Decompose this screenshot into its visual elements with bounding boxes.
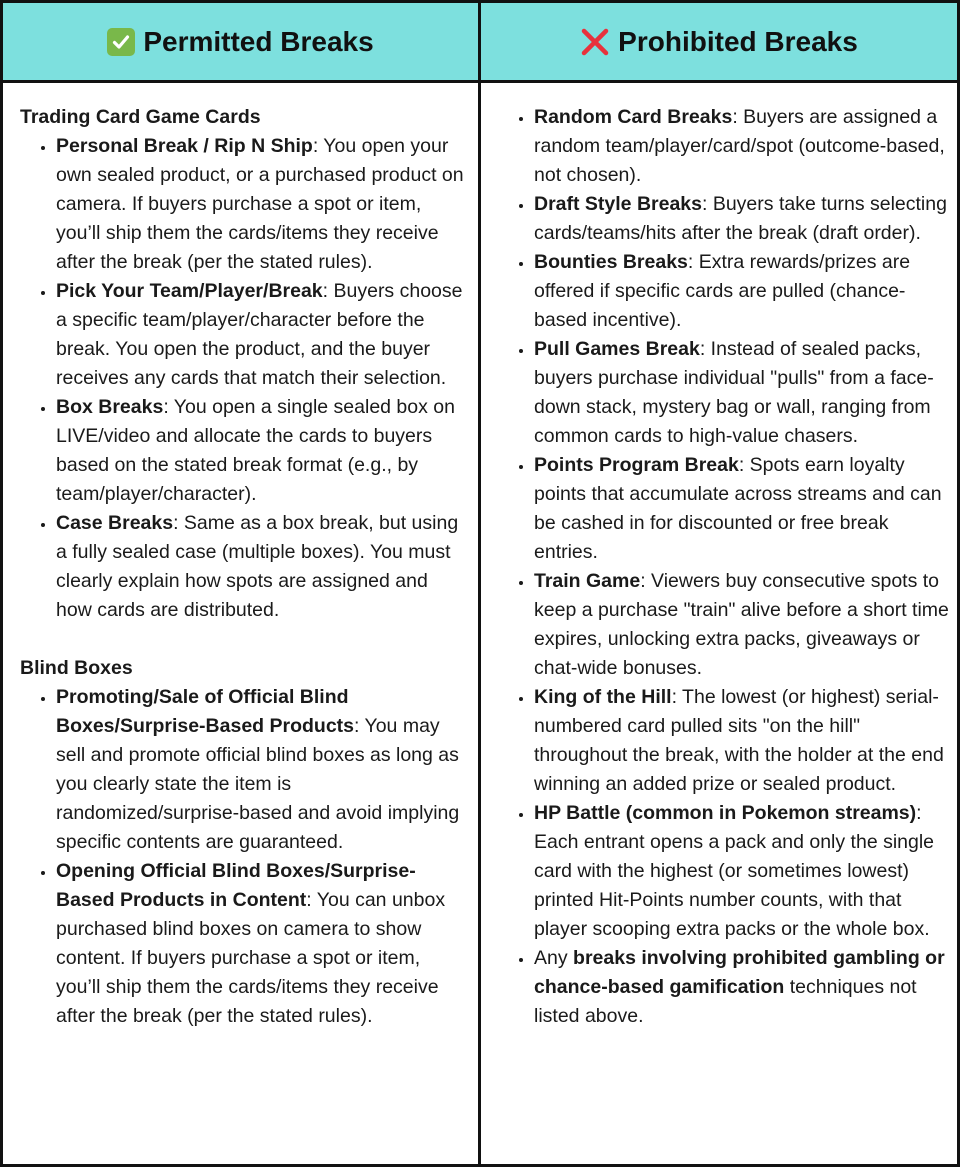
permitted-column — [3, 83, 481, 1164]
cross-mark-icon — [580, 27, 610, 57]
permitted-title: Permitted Breaks — [143, 25, 374, 57]
list-item: • Case Breaks: Same as a box break, but using a fully sealed case (multiple boxes). You must clearly explain how spots are assigned and how cards are distributed. — [56, 509, 464, 625]
list-item: • Train Game: Viewers buy consecutive spots to keep a purchase "train" alive before a short time expires, unlocking extra packs, giveaways or chat-wide bonuses. — [534, 567, 949, 683]
list-item: • Opening Official Blind Boxes/Surprise-Based Products in Content: You can unbox purchased blind boxes on camera to show content. If buyers purchase a spot or item, you’ll ship them the cards/items they receive after the break (per the stated rules). — [56, 857, 464, 1031]
list-item: • Bounties Breaks: Extra rewards/prizes are offered if specific cards are pulled (chance-based incentive). — [534, 248, 949, 335]
check-mark-icon — [107, 28, 135, 56]
prohibited-column — [481, 83, 957, 1164]
prohibited-title: Prohibited Breaks — [618, 25, 858, 57]
list-item: • Any breaks involving prohibited gambling or chance-based gamification techniques not listed above. — [534, 944, 949, 1031]
list-item: • Draft Style Breaks: Buyers take turns selecting cards/teams/hits after the break (draft order). — [534, 190, 949, 248]
list-item: • HP Battle (common in Pokemon streams): Each entrant opens a pack and only the single card with the highest (or sometimes lowest) printed Hit-Points number counts, with that player scooping extra packs or the whole box. — [534, 799, 949, 944]
list-item: • Pull Games Break: Instead of sealed packs, buyers purchase individual "pulls" from a face-down stack, mystery bag or wall, ranging from common cards to high-value chasers. — [534, 335, 949, 451]
blind-boxes-list — [20, 683, 464, 1031]
list-item: • Personal Break / Rip N Ship: You open your own sealed product, or a purchased product on camera. If buyers purchase a spot or item, you’ll ship them the cards/items they receive after the break (per the stated rules). — [56, 132, 464, 277]
list-item: • Pick Your Team/Player/Break: Buyers choose a specific team/player/character before the break. You open the product, and the buyer receives any cards that match their selection. — [56, 277, 464, 393]
section-title-trading-card-game-cards: Trading Card Game Cards — [20, 106, 261, 128]
list-item: • Promoting/Sale of Official Blind Boxes/Surprise-Based Products: You may sell and promote official blind boxes as long as you clearly state the item is randomized/surprise-based and avoid implying specific contents are guaranteed. — [56, 683, 464, 857]
list-item: • King of the Hill: The lowest (or highest) serial-numbered card pulled sits "on the hill" throughout the break, with the holder at the end winning an added prize or sealed product. — [534, 683, 949, 799]
section-title-blind-boxes: Blind Boxes — [20, 657, 133, 679]
prohibited-header — [481, 3, 957, 83]
list-item: • Points Program Break: Spots earn loyalty points that accumulate across streams and can be cashed in for discounted or free break entries. — [534, 451, 949, 567]
list-item: • Random Card Breaks: Buyers are assigned a random team/player/card/spot (outcome-based, not chosen). — [534, 103, 949, 190]
prohibited-list — [513, 103, 949, 1031]
permitted-header — [3, 3, 481, 83]
trading-card-list — [20, 132, 464, 625]
list-item: • Box Breaks: You open a single sealed box on LIVE/video and allocate the cards to buyers based on the stated break format (e.g., by team/player/character). — [56, 393, 464, 509]
